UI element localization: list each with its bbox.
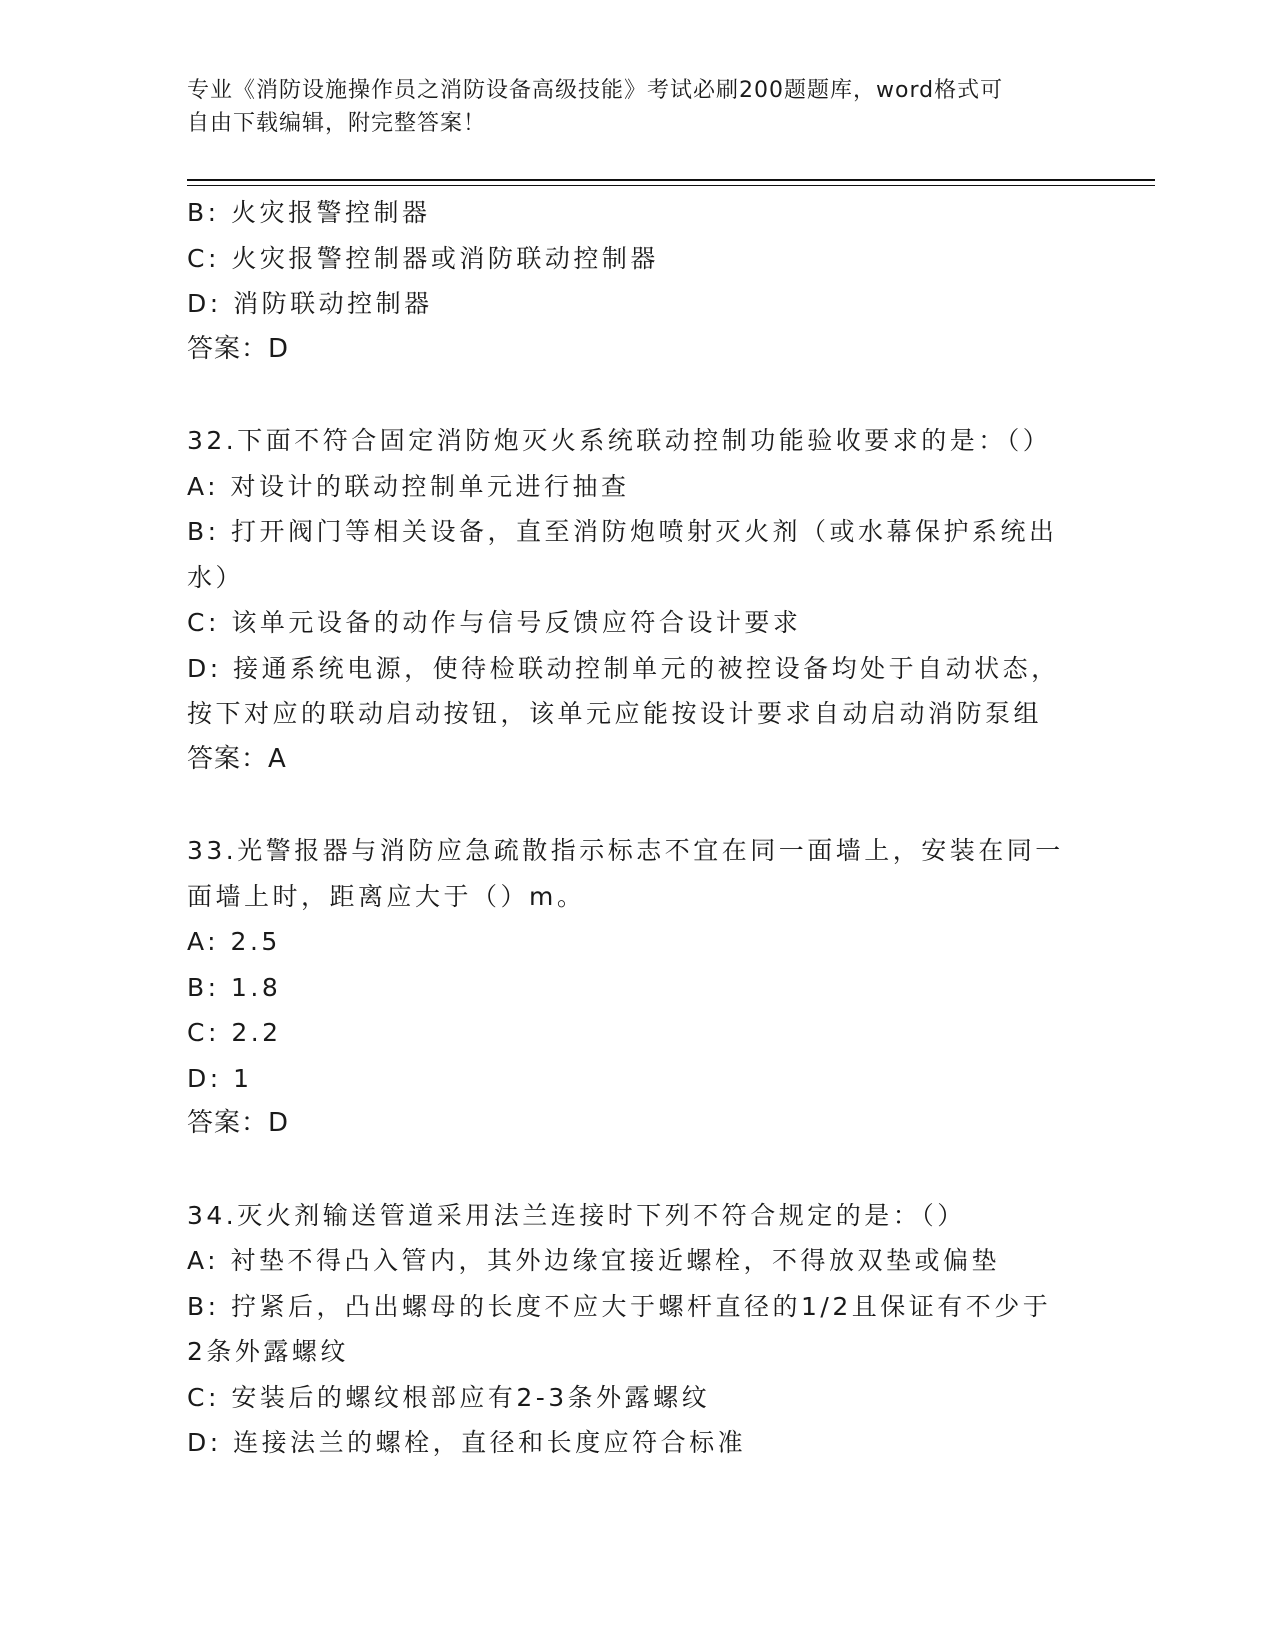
option-c: C: 2.2 xyxy=(187,1018,282,1047)
option-d: D: 连接法兰的螺栓，直径和长度应符合标准 xyxy=(187,1428,747,1457)
option-b: B: 拧紧后，凸出螺母的长度不应大于螺杆直径的1/2且保证有不少于 xyxy=(187,1291,1052,1321)
question-stem: 32.下面不符合固定消防炮灭火系统联动控制功能验收要求的是：（） xyxy=(187,426,1052,455)
question-stem: 34.灭火剂输送管道采用法兰连接时下列不符合规定的是：（） xyxy=(187,1200,966,1230)
option-d: D: 接通系统电源，使待检联动控制单元的被控设备均处于自动状态， xyxy=(187,653,1060,683)
option-a: A: 衬垫不得凸入管内，其外边缘宜接近螺栓，不得放双垫或偏垫 xyxy=(187,1246,1001,1275)
option-c: C: 该单元设备的动作与信号反馈应符合设计要求 xyxy=(187,608,802,637)
option-a: A: 2.5 xyxy=(187,927,281,956)
option-b-continued: 2条外露螺纹 xyxy=(187,1337,349,1366)
question-31-tail xyxy=(187,190,1087,372)
option-d-continued: 按下对应的联动启动按钮，该单元应能按设计要求自动启动消防泵组 xyxy=(187,699,1043,728)
question-list xyxy=(187,190,1087,1466)
question-33 xyxy=(187,828,1087,1147)
option-b-continued: 水） xyxy=(187,562,245,592)
option-c: C: 安装后的螺纹根部应有2-3条外露螺纹 xyxy=(187,1382,711,1412)
header-divider-thin xyxy=(187,185,1155,186)
spacer xyxy=(187,1147,1087,1193)
header-line-1: 专业《消防设施操作员之消防设备高级技能》考试必刷200题题库，word格式可 xyxy=(187,78,1004,103)
spacer xyxy=(187,372,1087,418)
question-34 xyxy=(187,1193,1087,1466)
question-32 xyxy=(187,418,1087,782)
question-stem: 33.光警报器与消防应急疏散指示标志不宜在同一面墙上，安装在同一 xyxy=(187,836,1064,865)
answer-line: 答案：A xyxy=(187,743,287,774)
page-header xyxy=(187,74,1067,140)
header-divider-thick xyxy=(187,179,1155,181)
option-d: D: 1 xyxy=(187,1063,253,1093)
answer-line: 答案：D xyxy=(187,1108,290,1138)
option-b: B: 火灾报警控制器 xyxy=(187,198,431,227)
question-stem-continued: 面墙上时，距离应大于（）m。 xyxy=(187,881,586,911)
option-d: D: 消防联动控制器 xyxy=(187,289,433,318)
option-c: C: 火灾报警控制器或消防联动控制器 xyxy=(187,243,659,273)
spacer xyxy=(187,782,1087,828)
option-b: B: 打开阀门等相关设备，直至消防炮喷射灭火剂（或水幕保护系统出 xyxy=(187,517,1058,546)
header-line-2: 自由下载编辑，附完整答案！ xyxy=(187,111,487,136)
answer-line: 答案：D xyxy=(187,333,290,364)
option-b: B: 1.8 xyxy=(187,972,282,1002)
option-a: A: 对设计的联动控制单元进行抽查 xyxy=(187,471,630,501)
